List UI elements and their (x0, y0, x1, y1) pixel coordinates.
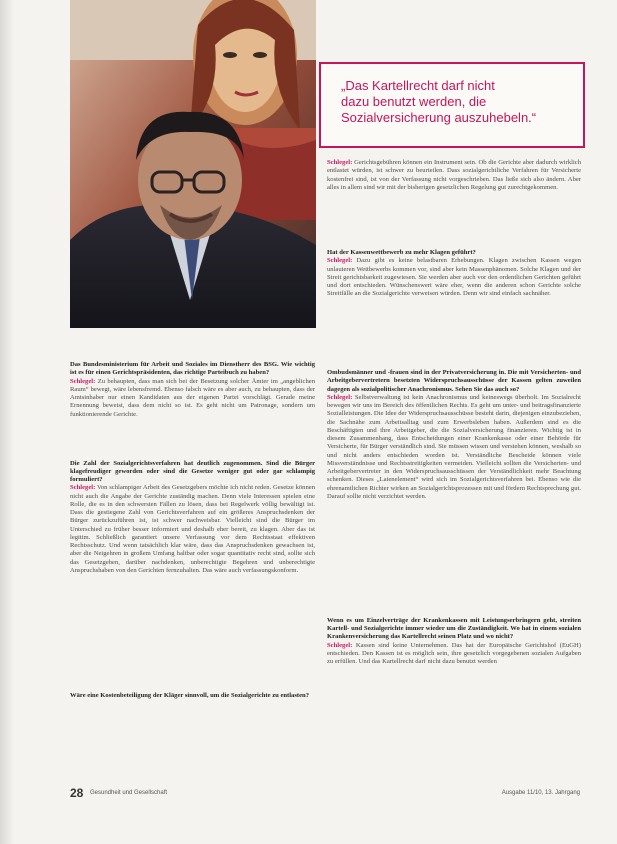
interview-question: Die Zahl der Sozialgerichtsverfahren hat deutlich zugenommen. Sind die Bürger klagefreudiger geworden oder sind die Gesetze weniger gut oder gar schlampig formuliert? (70, 459, 315, 483)
issue-info: Ausgabe 11/10, 13. Jahrgang (501, 790, 580, 796)
answer-paragraph (327, 159, 581, 192)
scan-shadow (0, 0, 14, 844)
page-footer (70, 788, 580, 800)
answer-text: Von schlampiger Arbeit des Gesetzgebers möchte ich nicht reden. Gesetze können nicht auch die Angabe der Gerichte zuständig machen. Denn viele Interessen spielen eine Rolle, die es in den schwersten Fällen zu lösen, dass bei Regelwerk völlig bewältigt ist. Dass die gestiegene Zahl von Gerichtsverfahren auf ein größeres Anspruchsdenken der Bürger zurückzuführen ist, ist schwer nachweisbar. Vielleicht sind die Bürger im Unterschied zu früher besser informiert und deshalb eher bereit, zu klagen. Aber das ist legitim. Schließlich garantiert unsere Verfassung vor dem Rechtsstaat effektiven Rechtsschutz. Und wenn tatsächlich klar wäre, dass das Anspruchsdenken gewachsen ist, aber die Neigehren in großem Umfang haltbar oder sogar quantitativ recht sind, sollte sich das Gesetzgeben, darüber nachdenken, unberechtigte Begehren und unberechtigte Anspruchshaben von den Gerichten fernzuhalten. Das wäre auch verfassungskonform. (70, 484, 315, 574)
interview-question: Das Bundesministerium für Arbeit und Soziales im Dienstherr des BSG. Wie wichtig ist es für einen Gerichtspräsidenten, das richtige Parteibuch zu haben? (70, 361, 315, 377)
speaker-label: Schlegel: (70, 377, 96, 385)
publication-name: Gesundheit und Gesellschaft (90, 790, 168, 796)
answer-block (327, 159, 581, 241)
answer-text: Zu behaupten, dass man sich bei der Besetzung solcher Ämter im „angeblichen Raum“ bewegt, wäre lebensfremd. Ebenso falsch wäre es aber auch, zu behaupten, dass der Amtsinhaber nur einen Kandidaten aus der eigenen Partei vorschlägt. Gerade meine Ernennung beweist, dass dem nicht so ist. Es geht nicht um Patronage, sondern um funktionierende Gerichte. (70, 377, 315, 418)
answer-paragraph (327, 257, 581, 298)
answer-text: Kassen sind keine Unternehmen. Das hat der Europäische Gerichtshof (EuGH) entschieden. Den Kassen ist es möglich sein, ihre gesetzlich vorgegebenen sozialen Aufgaben zu erfüllen. Und das Kartellrecht darf nicht dazu benutzt werden (327, 641, 581, 665)
answer-paragraph (70, 484, 315, 575)
answer-block (70, 484, 315, 684)
page-number: 28 (70, 786, 84, 800)
speaker-label: Schlegel: (327, 257, 353, 265)
speaker-label: Schlegel: (70, 484, 96, 492)
answer-block (327, 642, 581, 700)
answer-block (70, 378, 315, 452)
pull-quote-line: „Das Kartellrecht darf nicht (341, 78, 495, 93)
answer-block (327, 257, 581, 356)
answer-text: Selbstverwaltung ist kein Anachronismus und keineswegs überholt. Im Sozialrecht bewegen wir uns im Bereich des öffentlichen Rechts. Es geht um unter- und beitragsfinanzierte Sozialleistungen. Die Idee der Widerspruchsausschüsse besteht darin, diejenigen einzubeziehen, die Sachnähe zum Arbeitsalltag und zum Erwerbsleben haben. Außerdem sind es die Beschäftigten und ihre Arbeitgeber, die die Sozialversicherung finanzieren. Wichtig ist in diesem Zusammenhang, dass Entscheidungen einer Krankenkasse oder einer Behörde für Versicherte, für Bürger verständlich sind. Sie müssen wissen und verstehen können, weshalb so und nicht anders entschieden worden ist. Verständliche Bescheide können viele Missverständnisse und Rechtsstreitigkeiten vermeiden. Vielleicht sollten die Versicherten- und Arbeitgebervertreter in den Widerspruchsausschüssen der Verständlichkeit mehr Beachtung schenken. Dieses „Laienelement“ wird sich im Sozialgerichtsverfahren bei. Ebenso wie die ehrenamtlichen Richter wirken an Sozialgerichtsprozessen mit und fördern Rechtsprechung gut. Darauf sollte nicht verzichtet werden. (327, 393, 581, 500)
pull-quote-text (341, 78, 581, 126)
article-column-left (70, 361, 315, 701)
portrait-illustration (70, 0, 316, 328)
answer-text: Dazu gibt es keine belastbaren Erhebungen. Klagen zwischen Kassen wegen unlauteren Wettbewerbs kommen vor, sind aber kein Massenphänomen. Solche Klagen und der Streit gerichtsbarkeit zugewiesen. Sie werden aber auch vor den ordentlichen Gerichten geführt und dort entschieden. Wünschenswert wäre eher, wenn die anderen schon Gerichte solche Streitfälle an die Sozialgerichte verweisen würden. Denn wir sind einfach sachnäher. (327, 257, 581, 298)
interview-question: Ombudsmänner und -frauen sind in der Privatversicherung in. Die mit Versicherten- und Arbeitgebervertretern besetzten Widerspruchsausschüsse der Kassen gelten zuweilen dagegen als sozialpolitischer Anachronismus. Sehen Sie das auch so? (327, 369, 581, 393)
interview-question: Wäre eine Kostenbeteiligung der Kläger sinnvoll, um die Sozialgerichte zu entlasten? (70, 692, 310, 700)
pull-quote-line: dazu benutzt werden, die (341, 94, 487, 109)
speaker-label: Schlegel: (327, 393, 353, 401)
article-column-right-top (327, 159, 581, 356)
speaker-label: Schlegel: (327, 641, 353, 649)
pull-quote (319, 62, 585, 148)
interview-question: Wenn es um Einzelverträge der Krankenkassen mit Leistungserbringern geht, streiten Kartell- und Sozialgerichte immer wieder um die Zuständigkeit. Wo hat in einem sozialen Krankenversicherung das Kartellrecht seinen Platz und wo nicht? (327, 616, 581, 641)
answer-block (327, 394, 581, 609)
article-column-right-bottom (327, 369, 581, 700)
portrait-photo (70, 0, 316, 328)
answer-paragraph (70, 378, 315, 419)
answer-text: Gerichtsgebühren können ein Instrument sein. Ob die Gerichte aber dadurch wirklich entlastet würden, ist schwer zu beurteilen. Dass sozialgerichtliche Verfahren für Versicherte kostenfrei sind, ist von der Verfassung nicht vorgeschrieben. Das ließe sich also ändern. Aber alles in allem sind wir mit der bisherigen gesetzlichen Regelung gut zurechtgekommen. (327, 159, 581, 191)
answer-paragraph (327, 394, 581, 501)
answer-paragraph (327, 642, 581, 667)
speaker-label: Schlegel: (327, 159, 353, 166)
pull-quote-line: Sozialversicherung auszuhebeln.“ (341, 110, 537, 125)
interview-question: Hat der Kassenwettbewerb zu mehr Klagen geführt? (327, 249, 476, 256)
